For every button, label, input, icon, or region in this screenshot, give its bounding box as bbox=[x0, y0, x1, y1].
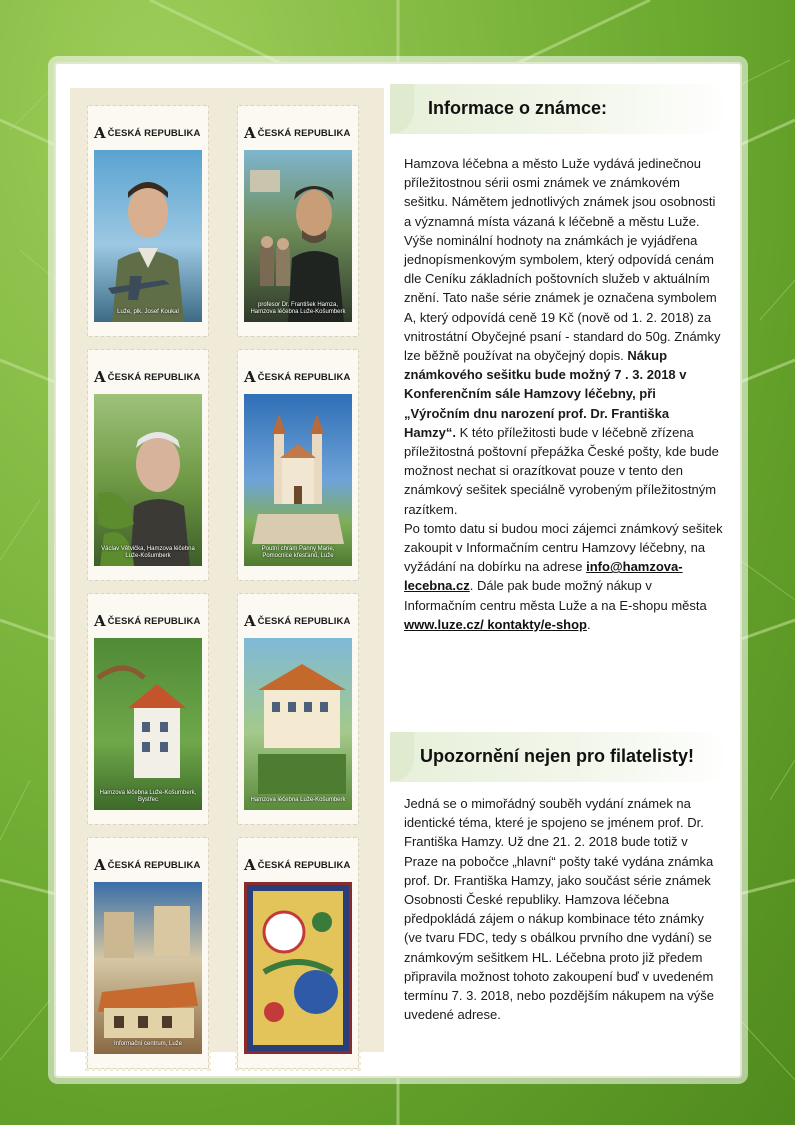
stamp-value-letter: A bbox=[94, 856, 106, 874]
stamp-header bbox=[244, 612, 352, 630]
stamp-caption: Informační centrum, Luže bbox=[113, 1041, 183, 1047]
stamp-caption: Luže, plk. Josef Koukal bbox=[117, 309, 179, 315]
stamp-image-portrait bbox=[244, 150, 352, 322]
stamp-caption: Poutní chrám Panny Marie, Pomocnice křesťanů, Luže bbox=[261, 546, 335, 559]
stamp-image-tapestry bbox=[244, 882, 352, 1054]
warning-paragraph: Jedná se o mimořádný souběh vydání známek na identické téma, které je spojeno se jménem prof. Dr. Františka Hamzy. Už dne 21. 2. 2018 bude totiž v Praze na pobočce „hlavní“ pošty také vydána známka prof. Dr. Františka Hamzy, jako součást série známek Osobnosti České republiky. Hamzova léčebna předpokládá zájem o nákup kombinace této známky (ve tvaru FDC, tedy s obálkou prvního dne vydání) se známkovým sešitkem HL. Léčebna proto již předem připravila možnost tohoto zakoupení buď v uvedeném termínu 7. 3. 2018, nebo pozdějším nákupem na výše uvedené adrese. bbox=[404, 796, 715, 1023]
stamp-caption: Hamzova léčebna Luže-Košumberk, Bystřec bbox=[99, 790, 197, 803]
info-text: Po tomto datu si budou moci zájemci známkový sešitek zakoupit v Informačním centru Hamzovy léčebny, na vyžádání na dobírku na adrese bbox=[404, 520, 723, 575]
stamp-value-letter: A bbox=[244, 612, 256, 630]
section-warning-header bbox=[396, 732, 730, 782]
stamp-country: ČESKÁ REPUBLIKA bbox=[257, 859, 351, 871]
stamp-image-church bbox=[244, 394, 352, 566]
stamp-2 bbox=[238, 106, 358, 336]
stamp-5 bbox=[88, 594, 208, 824]
eshop-link[interactable]: www.luze.cz/ kontakty/e-shop bbox=[404, 616, 587, 632]
stamp-image-town bbox=[94, 882, 202, 1054]
stamp-value-letter: A bbox=[94, 124, 106, 142]
stamp-country: ČESKÁ REPUBLIKA bbox=[107, 859, 201, 871]
stamp-header bbox=[94, 856, 202, 874]
section-info-body bbox=[404, 154, 724, 634]
section-info-header bbox=[396, 84, 730, 134]
stamp-4 bbox=[238, 350, 358, 580]
stamp-country: ČESKÁ REPUBLIKA bbox=[107, 371, 201, 383]
info-text: K této příležitosti bude v léčebně zřízena příležitostná poštovní přepážka České pošty, kde bude možnost nechat si orazítkovat pouze v tento den známkový sešitek speciálně vyrobeným příležitostným razítkem. bbox=[404, 424, 719, 517]
stamp-header bbox=[244, 124, 352, 142]
stamp-country: ČESKÁ REPUBLIKA bbox=[257, 371, 351, 383]
stamp-image-portrait bbox=[94, 150, 202, 322]
stamp-booklet bbox=[70, 88, 384, 1052]
stamp-header bbox=[244, 368, 352, 386]
info-paragraph-3 bbox=[404, 519, 724, 634]
section-warning-body bbox=[404, 794, 724, 1024]
stamp-header bbox=[94, 368, 202, 386]
info-text: . Dále pak bude možný nákup v Informačním centru města Luže a na E-shopu města bbox=[404, 578, 707, 613]
stamp-image-portrait bbox=[94, 394, 202, 566]
info-text: . bbox=[587, 616, 591, 632]
stamp-image-building bbox=[94, 638, 202, 810]
stamp-1 bbox=[88, 106, 208, 336]
info-text: Výše nominální hodnoty na známkách je vyjádřena jednopísmenkovým symbolem, který odpovídá cenám dle Ceníku základních poštovních služeb v aktuálním znění. Tato naše série známek je označena symbolem A, který odpovídá ceně 19 Kč (nově od 1. 2. 2018) za vnitrostátní Obyčejné psaní - standard do 50g. Známky lze běžně používat na obyčejný dopis. bbox=[404, 232, 721, 364]
stamp-image-building bbox=[244, 638, 352, 810]
stamp-value-letter: A bbox=[94, 612, 106, 630]
stamp-header bbox=[94, 612, 202, 630]
stamp-country: ČESKÁ REPUBLIKA bbox=[257, 127, 351, 139]
section-info-title: Informace o známce: bbox=[428, 98, 608, 118]
stamp-header bbox=[94, 124, 202, 142]
stamp-caption: profesor Dr. František Hamza, Hamzova léčebna Luže-Košumberk bbox=[250, 302, 346, 315]
stamp-header bbox=[244, 856, 352, 874]
stamp-value-letter: A bbox=[244, 856, 256, 874]
info-paragraph-2 bbox=[404, 231, 724, 519]
email-link[interactable]: info@hamzova-lecebna.cz bbox=[404, 559, 683, 594]
stamp-value-letter: A bbox=[244, 124, 256, 142]
stamp-country: ČESKÁ REPUBLIKA bbox=[107, 127, 201, 139]
section-warning-title: Upozornění nejen pro filatelisty! bbox=[420, 746, 695, 766]
stamp-value-letter: A bbox=[244, 368, 256, 386]
stamp-3 bbox=[88, 350, 208, 580]
stamp-7 bbox=[88, 838, 208, 1068]
stamp-country: ČESKÁ REPUBLIKA bbox=[107, 615, 201, 627]
stamp-value-letter: A bbox=[94, 368, 106, 386]
info-paragraph-1: Hamzova léčebna a město Luže vydává jedinečnou příležitostnou sérii osmi známek ve známkovém sešitku. Námětem jednotlivých známek jsou osobnosti a významná místa vázaná k léčebně a městu Luže. bbox=[404, 156, 716, 229]
stamp-caption: Hamzova léčebna Luže-Košumberk bbox=[250, 797, 346, 803]
stamp-8 bbox=[238, 838, 358, 1068]
info-purchase-highlight: Nákup známkového sešitku bude možný 7 . 3. 2018 v Konferenčním sále Hamzovy léčebny, při „Výročním dnu narození prof. Dr. Františka Hamzy“. bbox=[404, 348, 687, 440]
stamp-caption: Václav Větvička, Hamzova léčebna Luže-Košumberk bbox=[101, 546, 195, 559]
content-card bbox=[54, 62, 742, 1078]
stamp-country: ČESKÁ REPUBLIKA bbox=[257, 615, 351, 627]
stamp-6 bbox=[238, 594, 358, 824]
